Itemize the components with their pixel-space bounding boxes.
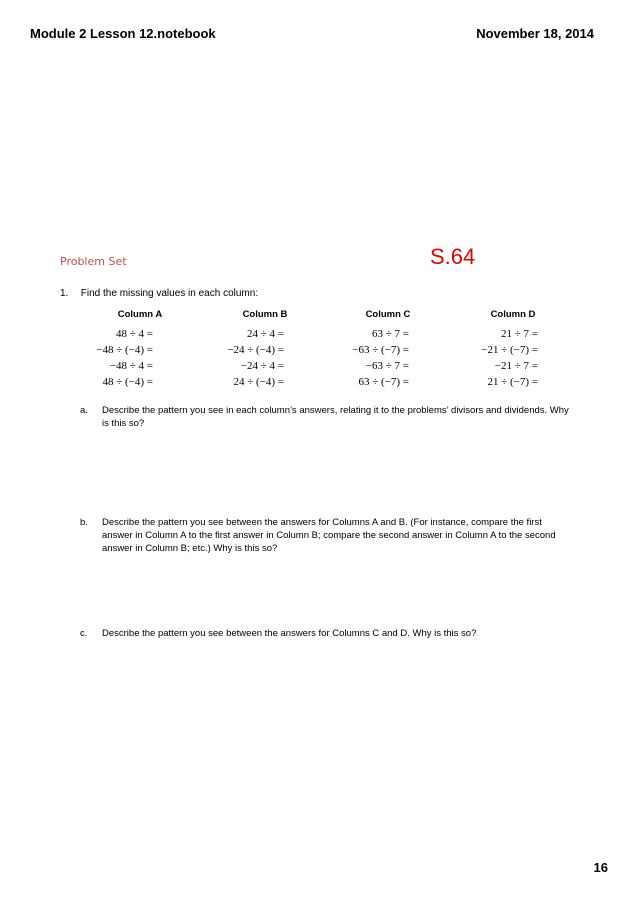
question-1a-letter: a. [80,405,88,416]
question-1c-letter: c. [80,628,88,639]
column-d-title: Column D [490,309,536,320]
header-date: November 18, 2014 [476,26,594,41]
question-1-text: Find the missing values in each column: [80,288,259,299]
question-1 [60,288,258,299]
column-a-expression: 48 ÷ (−4) = [102,376,153,388]
column-d [458,309,568,390]
column-c-title: Column C [365,309,411,320]
column-d-expression: −21 ÷ (−7) = [481,344,538,356]
column-a-title: Column A [117,309,163,320]
question-1b-letter: b. [80,517,88,528]
problem-set-title: Problem Set [60,255,127,268]
column-b-expression: 24 ÷ (−4) = [233,376,284,388]
column-c [333,309,443,390]
column-b-expression: −24 ÷ (−4) = [227,344,284,356]
column-c-expression: −63 ÷ (−7) = [352,344,409,356]
column-d-expression: −21 ÷ 7 = [494,360,538,372]
question-1b-text: Describe the pattern you see between the answers for Columns A and B. (For instance, compare the first answer in Column A to the first answer in Column B; compare the second answer in Column A to the second answer in Column B; etc.) Why is this so? [102,517,556,554]
column-c-expression: −63 ÷ 7 = [365,360,409,372]
question-1-number: 1. [60,288,69,299]
column-d-expression: 21 ÷ (−7) = [487,376,538,388]
header-notebook-title: Module 2 Lesson 12.notebook [30,26,216,41]
question-1c-text: Describe the pattern you see between the answers for Columns C and D. Why is this so? [102,628,477,639]
column-a-expression: 48 ÷ 4 = [116,328,153,340]
column-b-expression: −24 ÷ 4 = [240,360,284,372]
column-a-expression: −48 ÷ 4 = [109,360,153,372]
column-c-expression: 63 ÷ 7 = [372,328,409,340]
column-a-expression: −48 ÷ (−4) = [96,344,153,356]
column-b-title: Column B [242,309,288,320]
column-a [85,309,195,390]
column-b [210,309,320,390]
slide-reference: S.64 [430,244,476,269]
column-c-expression: 63 ÷ (−7) = [358,376,409,388]
column-b-expression: 24 ÷ 4 = [247,328,284,340]
page-number: 16 [593,860,608,875]
question-1a-text: Describe the pattern you see in each column’s answers, relating it to the problems’ divisors and dividends. Why is this so? [102,405,569,429]
column-d-expression: 21 ÷ 7 = [501,328,538,340]
